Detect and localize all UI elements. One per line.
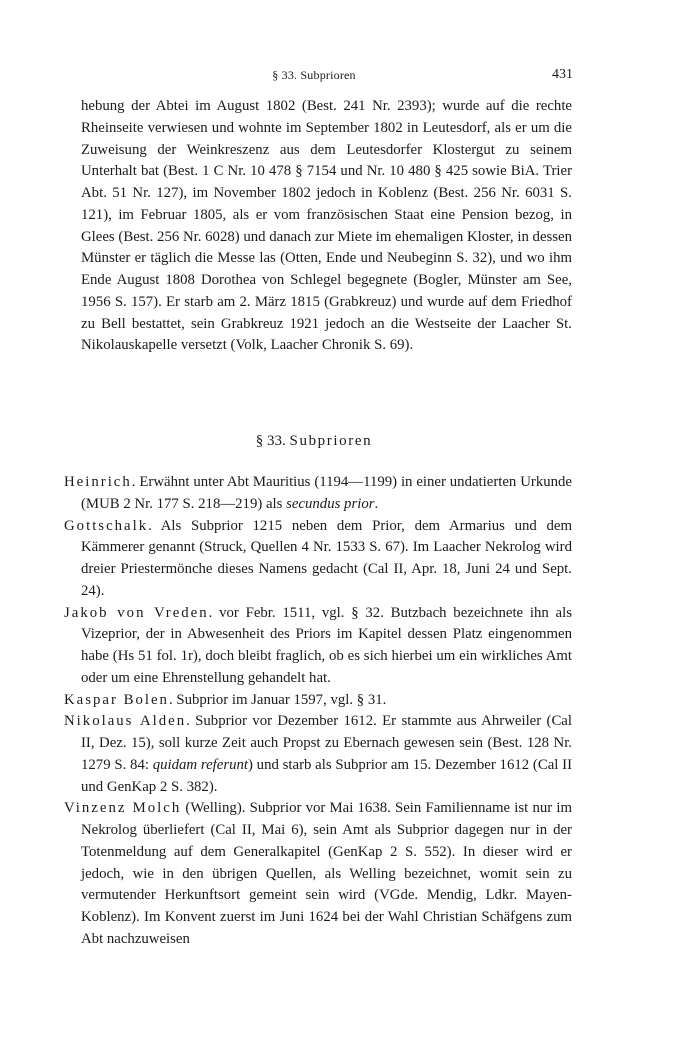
list-item bbox=[64, 690, 572, 712]
running-title: § 33. Subprioren bbox=[272, 68, 356, 82]
section-number: § 33. bbox=[255, 433, 286, 449]
entry-italic: quidam referunt bbox=[152, 756, 248, 773]
entry-text-end: ) und starb als Subprior am 15. Dezember 1612 (Cal II und GenKap 2 S. 382). bbox=[81, 756, 572, 795]
entry-name: Jakob von Vreden bbox=[64, 604, 209, 621]
section-heading bbox=[0, 431, 628, 451]
running-head bbox=[0, 66, 700, 84]
continued-paragraph: hebung der Abtei im August 1802 (Best. 241 Nr. 2393); wurde auf die rechte Rheinseite verwiesen und wohnte im September 1802 in Leutesdorf, als er um die Zuweisung der Weinkreszenz aus dem Leutesdorfer Klostergut zu seinem Unterhalt bat (Best. 1 C Nr. 10 478 § 7154 und Nr. 10 480 § 425 sowie BiA. Trier Abt. 51 Nr. 127), im November 1802 jedoch in Koblenz (Best. 256 Nr. 6031 S. 121), im Februar 1805, als er vom französischen Staat eine Pension bezog, in Glees (Best. 256 Nr. 6028) und danach zur Miete im ehemaligen Kloster, in dessen Münster er täglich die Messe las (Otten, Ende und Neubeginn S. 32), und wo ihm Ende August 1808 Dorothea von Schlegel begegnete (Bogler, Münster am See, 1956 S. 157). Er starb am 2. März 1815 (Grabkreuz) und wurde auf dem Friedhof zu Bell bestattet, sein Grabkreuz 1921 jedoch an die Westseite der Laacher St. Nikolauskapelle versetzt (Volk, Laacher Chronik S. 69). bbox=[81, 98, 572, 354]
entry-text: . Subprior im Januar 1597, vgl. § 31. bbox=[168, 691, 387, 708]
section-title: Subprioren bbox=[289, 433, 373, 449]
list-item bbox=[64, 472, 572, 516]
entry-name: Gottschalk bbox=[64, 517, 149, 534]
entry-italic: secundus prior bbox=[286, 495, 375, 512]
list-item bbox=[64, 603, 572, 690]
entry-text: . vor Febr. 1511, vgl. § 32. Butzbach bezeichnete ihn als Vizeprior, der in Abwesenheit des Priors im Kapitel dessen Platz eingenommen habe (Hs 51 fol. 1r), doch bleibt fraglich, ob es sich hierbei um ein wirkliches Amt oder um eine Ehrenstellung gehandelt hat. bbox=[81, 604, 572, 686]
entry-name: Heinrich bbox=[64, 474, 132, 490]
list-item bbox=[64, 798, 572, 950]
list-item bbox=[64, 711, 572, 798]
entry-name: Vinzenz Molch bbox=[64, 800, 182, 817]
entry-text-end: . bbox=[374, 495, 379, 512]
entry-name: Nikolaus Alden bbox=[64, 713, 187, 730]
page-number: 431 bbox=[552, 67, 573, 82]
entry-text: . Erwähnt unter Abt Mauritius (1194—1199) in einer undatierten Urkunde (MUB 2 Nr. 177 S. 218—219) als bbox=[81, 474, 572, 512]
entry-text: . Subprior vor Dezember 1612. Er stammte aus Ahrweiler (Cal II, Dez. 15), soll kurze Zeit auch Propst zu Ebernach gewesen sein (Best. 128 Nr. 1279 S. 84: bbox=[81, 713, 572, 773]
list-item bbox=[64, 516, 572, 603]
entry-text: . Als Subprior 1215 neben dem Prior, dem Armarius und dem Kämmerer genannt (Struck, Quellen 4 Nr. 1533 S. 67). Im Laacher Nekrolog wird dreier Priestermönche dieses Namens gedacht (Cal II, Apr. 18, Juni 24 und Sept. 24). bbox=[81, 517, 572, 599]
subprior-list bbox=[64, 472, 572, 951]
entry-text: (Welling). Subprior vor Mai 1638. Sein Familienname ist nur im Nekrolog überliefert (Cal II, Mai 6), sein Amt als Subprior dagegen nur in der Totenmeldung auf dem Generalkapitel (GenKap 2 S. 552). In dieser wird er jedoch, wie in den übrigen Quellen, als Welling bezeichnet, womit sein zu vermutender Herkunftsort gemeint sein wird (VGde. Mendig, Ldkr. Mayen-Koblenz). Im Konvent zuerst im Juni 1624 bei der Wahl Christian Schäfgens zum Abt nachzuweisen bbox=[81, 800, 572, 947]
entry-name: Kaspar Bolen bbox=[64, 691, 169, 708]
